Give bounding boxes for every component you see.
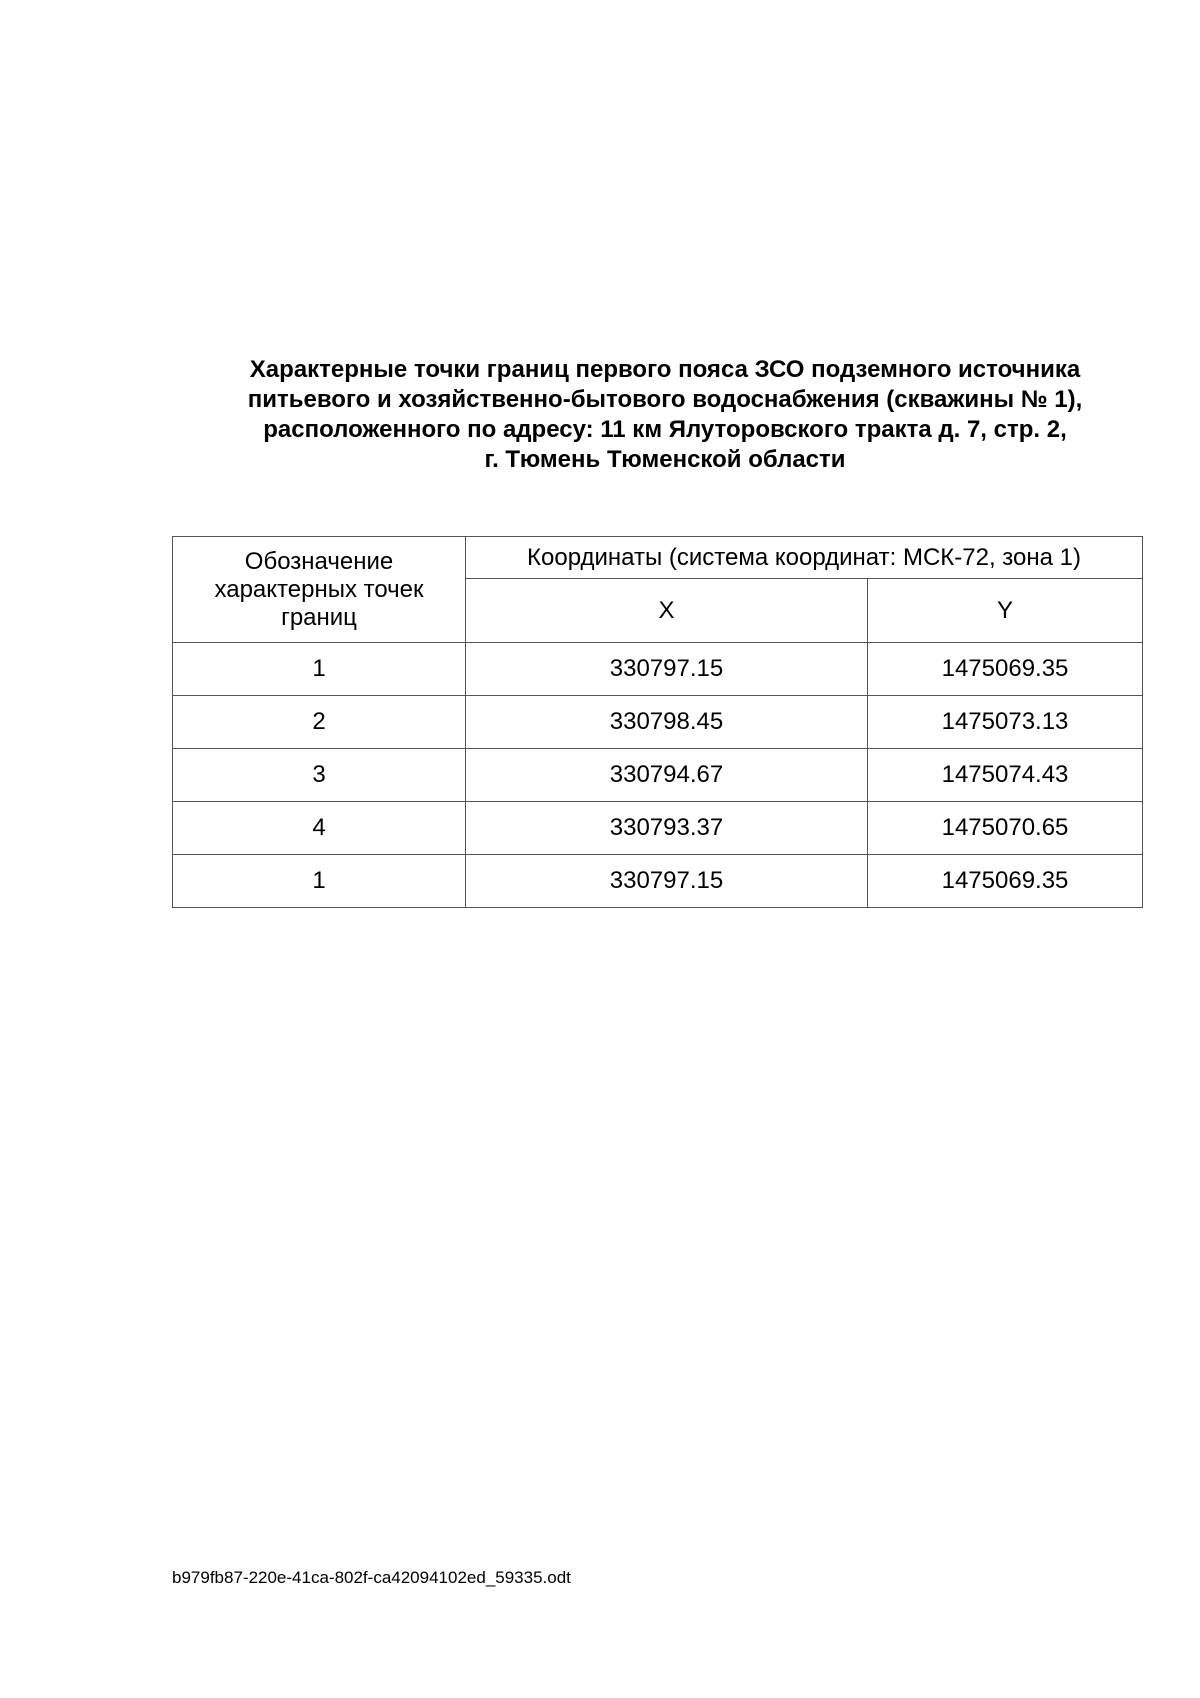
table-row: [173, 855, 1143, 908]
table-row: [173, 802, 1143, 855]
table-header-row: [173, 537, 1143, 579]
title-line: г. Тюмень Тюменской области: [484, 446, 846, 473]
title-line: расположенного по адресу: 11 км Ялуторовского тракта д. 7, стр. 2,: [263, 416, 1067, 443]
x-cell: 330797.15: [466, 643, 868, 696]
coordinates-table: [172, 536, 1143, 908]
x-cell: 330793.37: [466, 802, 868, 855]
header-y: Y: [868, 579, 1143, 643]
point-cell: 4: [173, 802, 466, 855]
y-cell: 1475074.43: [868, 749, 1143, 802]
y-cell: 1475073.13: [868, 696, 1143, 749]
y-cell: 1475069.35: [868, 855, 1143, 908]
title-line: Характерные точки границ первого пояса ЗСО подземного источника: [249, 356, 1081, 383]
header-designation: Обозначение характерных точек границ: [173, 537, 466, 643]
x-cell: 330794.67: [466, 749, 868, 802]
point-cell: 1: [173, 643, 466, 696]
y-cell: 1475069.35: [868, 643, 1143, 696]
x-cell: 330797.15: [466, 855, 868, 908]
footer-filename: b979fb87-220e-41ca-802f-ca42094102ed_59335.odt: [172, 1568, 571, 1587]
y-cell: 1475070.65: [868, 802, 1143, 855]
table-row: [173, 749, 1143, 802]
document-title: [170, 355, 1160, 475]
point-cell: 2: [173, 696, 466, 749]
table-row: [173, 643, 1143, 696]
x-cell: 330798.45: [466, 696, 868, 749]
header-coordinates: Координаты (система координат: МСК-72, зона 1): [466, 537, 1143, 579]
table-row: [173, 696, 1143, 749]
point-cell: 3: [173, 749, 466, 802]
header-x: X: [466, 579, 868, 643]
title-line: питьевого и хозяйственно-бытового водоснабжения (скважины № 1),: [247, 386, 1083, 413]
point-cell: 1: [173, 855, 466, 908]
